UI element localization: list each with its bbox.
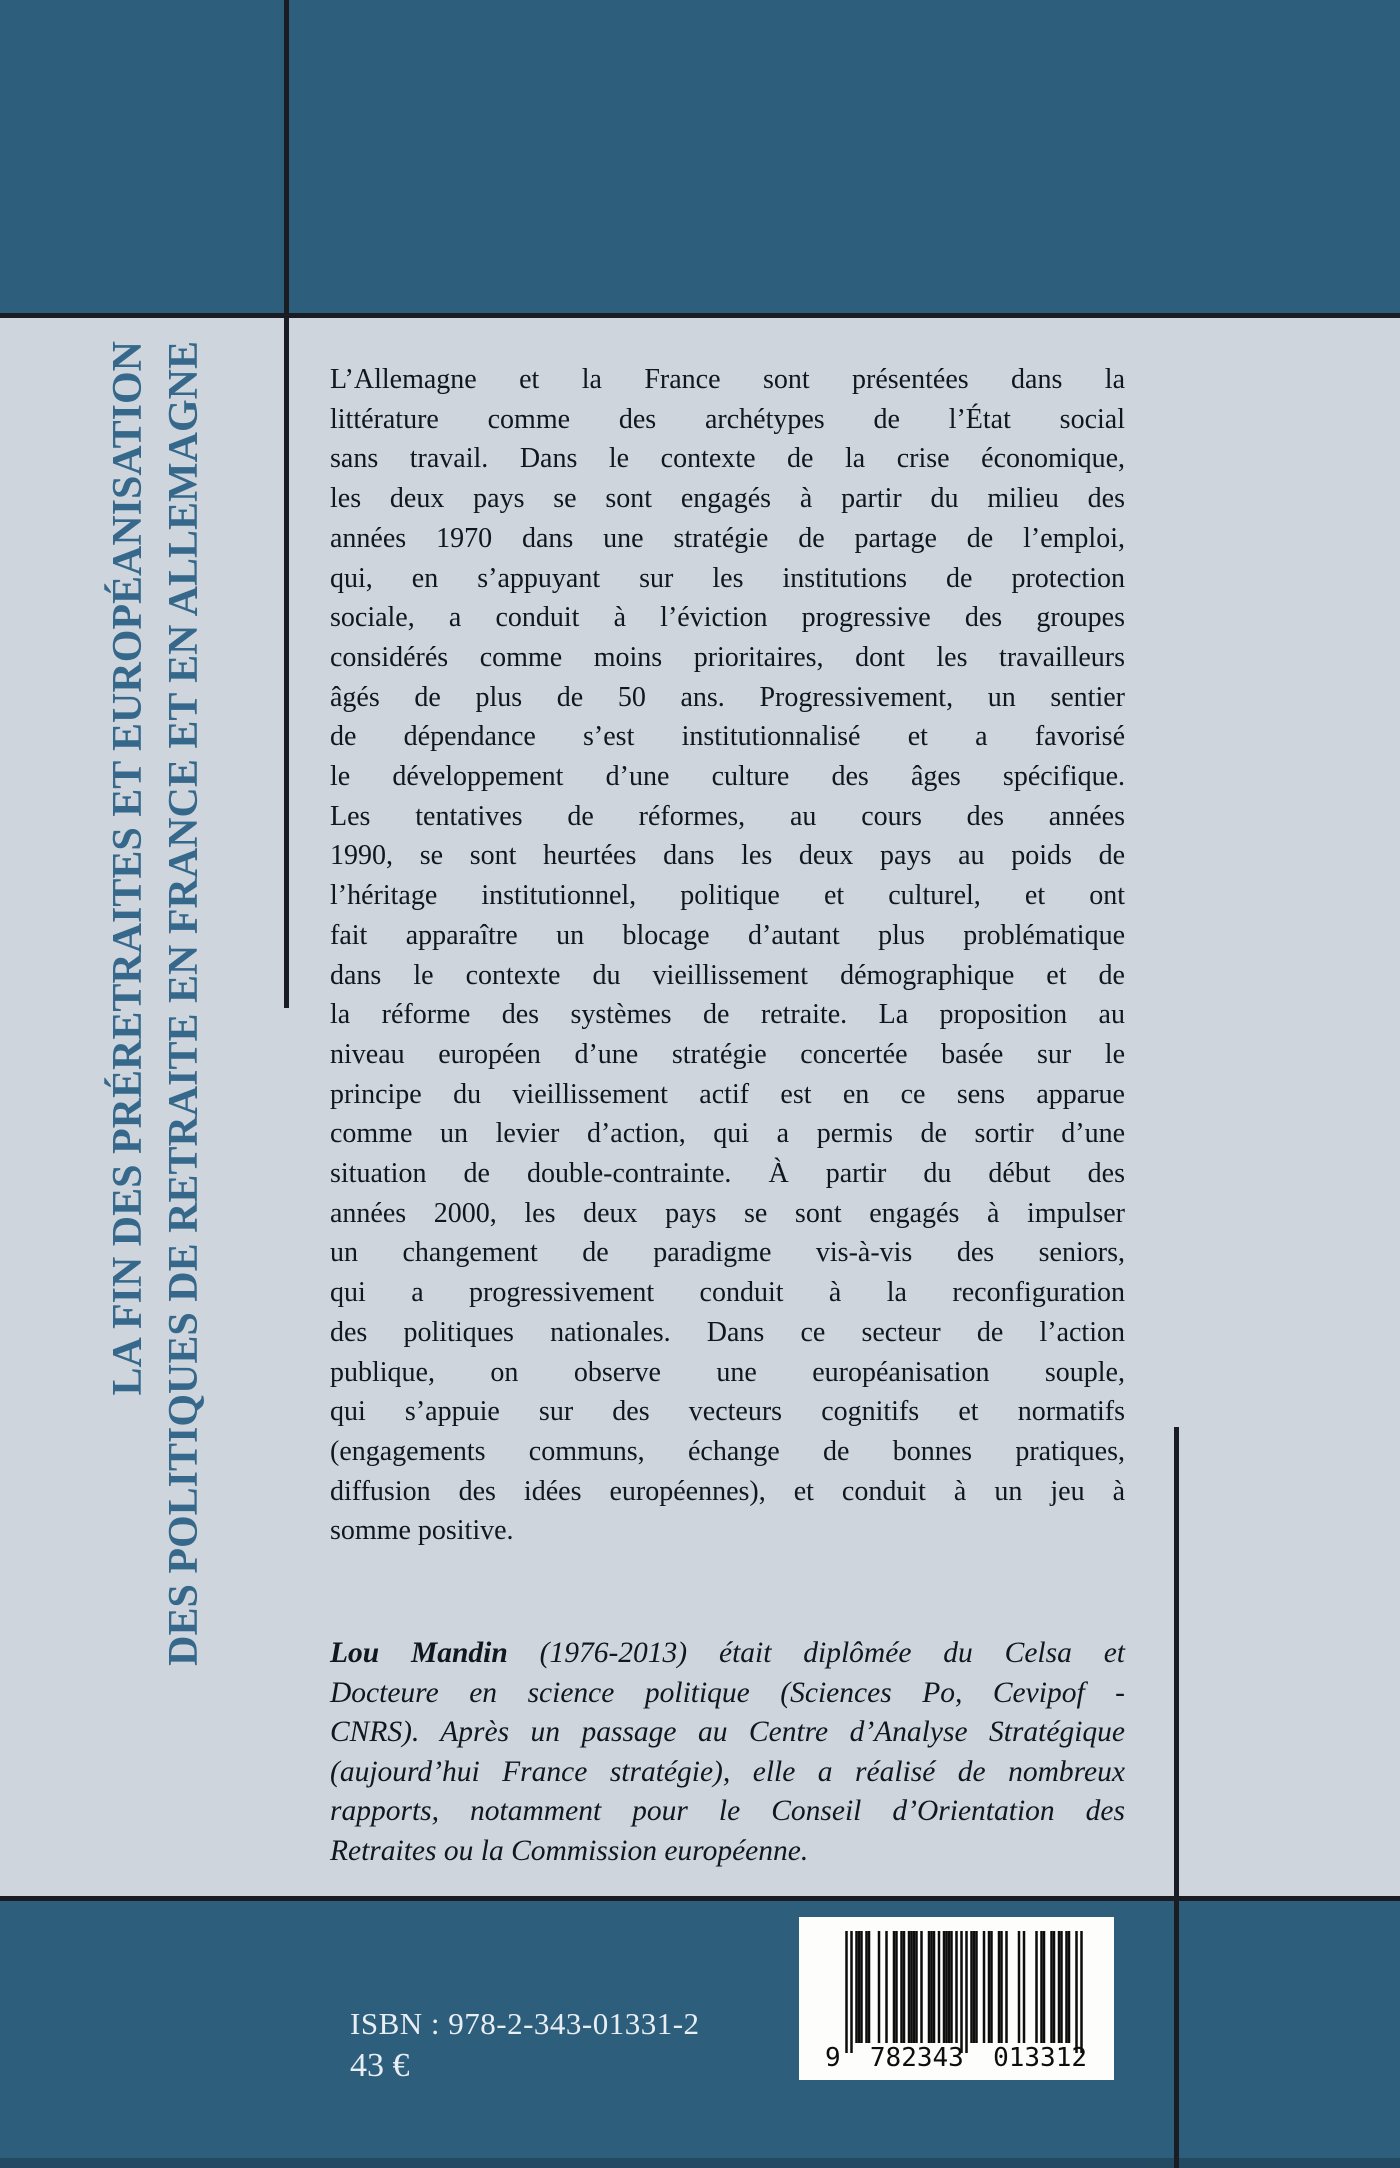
text-line: diffusion des idées européennes), et conduit à un jeu à bbox=[330, 1475, 1125, 1507]
text-line: 1990, se sont heurtées dans les deux pays au poids de bbox=[330, 840, 1125, 872]
text-line: comme un levier d’action, qui a permis de sortir d’une bbox=[330, 1118, 1125, 1150]
page-bottom-edge bbox=[0, 2158, 1400, 2168]
text-line: rapports, notamment pour le Conseil d’Orientation des bbox=[330, 1795, 1125, 1827]
text-line: qui s’appuie sur des vecteurs cognitifs et normatifs bbox=[330, 1396, 1125, 1428]
text-line: années 2000, les deux pays se sont engagés à impulser bbox=[330, 1197, 1125, 1229]
text-line: des politiques nationales. Dans ce secteur de l’action bbox=[330, 1316, 1125, 1348]
text-line: (aujourd’hui France stratégie), elle a réalisé de nombreux bbox=[330, 1755, 1125, 1788]
barcode-digit-group: 9 bbox=[825, 2043, 841, 2073]
barcode bbox=[799, 1917, 1114, 2080]
text-line: les deux pays se sont engagés à partir du milieu des bbox=[330, 483, 1125, 515]
text-line: dans le contexte du vieillissement démographique et de bbox=[330, 959, 1125, 991]
horizontal-rule-top bbox=[0, 313, 1400, 318]
barcode-bars bbox=[845, 1931, 1083, 2053]
bottom-color-band bbox=[0, 1901, 1400, 2168]
text-line: fait apparaître un blocage d’autant plus problématique bbox=[330, 919, 1125, 951]
text-line: sociale, a conduit à l’éviction progressive des groupes bbox=[330, 602, 1125, 634]
text-line: (engagements communs, échange de bonnes pratiques, bbox=[330, 1435, 1125, 1467]
text-line: l’héritage institutionnel, politique et culturel, et ont bbox=[330, 880, 1125, 912]
text-line: littérature comme des archétypes de l’État social bbox=[330, 403, 1125, 435]
bio-remaining-lines bbox=[330, 1674, 1125, 1872]
text-line: publique, on observe une européanisation souple, bbox=[330, 1356, 1125, 1388]
text-line: CNRS). Après un passage au Centre d’Analyse Stratégique bbox=[330, 1716, 1125, 1748]
text-line: considérés comme moins prioritaires, dont les travailleurs bbox=[330, 641, 1125, 673]
text-line: de dépendance s’est institutionnalisé et a favorisé bbox=[330, 721, 1125, 753]
bio-first-line-rest: (1976-2013) était diplômée du Celsa et bbox=[507, 1637, 1125, 1669]
author-name: Lou Mandin bbox=[330, 1637, 508, 1669]
vertical-rule-left bbox=[284, 0, 289, 1008]
vertical-rule-right bbox=[1174, 1427, 1179, 2168]
isbn-text: ISBN : 978-2-343-01331-2 bbox=[350, 2006, 700, 2041]
top-color-band bbox=[0, 0, 1400, 313]
text-line: Les tentatives de réformes, au cours des années bbox=[330, 800, 1125, 832]
barcode-number bbox=[825, 2043, 1087, 2073]
text-line: années 1970 dans une stratégie de partage de l’emploi, bbox=[330, 522, 1125, 554]
text-line: la réforme des systèmes de retraite. La proposition au bbox=[330, 999, 1125, 1031]
barcode-digit-group: 782343 bbox=[869, 2043, 964, 2073]
author-bio-paragraph bbox=[330, 1634, 1125, 1871]
synopsis-paragraph bbox=[330, 360, 1125, 1551]
text-line: principe du vieillissement actif est en ce sens apparue bbox=[330, 1078, 1125, 1110]
text-line: qui, en s’appuyant sur les institutions de protection bbox=[330, 562, 1125, 594]
book-title-line-2: DES POLITIQUES DE RETRAITE EN FRANCE ET EN ALLEMAGNE bbox=[161, 341, 207, 1666]
text-line: somme positive. bbox=[330, 1515, 514, 1547]
footer-text-block bbox=[350, 2004, 700, 2088]
text-line: qui a progressivement conduit à la reconfiguration bbox=[330, 1277, 1125, 1309]
text-line: niveau européen d’une stratégie concertée basée sur le bbox=[330, 1038, 1125, 1070]
price-text: 43 € bbox=[350, 2047, 410, 2084]
bio-first-line bbox=[330, 1634, 1125, 1674]
text-line: sans travail. Dans le contexte de la crise économique, bbox=[330, 443, 1125, 475]
text-line: le développement d’une culture des âges spécifique. bbox=[330, 761, 1125, 793]
rotated-book-title bbox=[100, 341, 212, 1856]
barcode-digit-group: 013312 bbox=[993, 2043, 1087, 2073]
text-line: un changement de paradigme vis-à-vis des seniors, bbox=[330, 1237, 1125, 1269]
horizontal-rule-bottom bbox=[0, 1896, 1400, 1901]
text-line: situation de double-contrainte. À partir du début des bbox=[330, 1158, 1125, 1190]
text-line: L’Allemagne et la France sont présentées dans la bbox=[330, 364, 1125, 395]
text-line: Docteure en science politique (Sciences Po, Cevipof - bbox=[330, 1676, 1125, 1709]
book-title-line-1: LA FIN DES PRÉRETRAITES ET EUROPÉANISATION bbox=[105, 341, 151, 1396]
text-line: âgés de plus de 50 ans. Progressivement, un sentier bbox=[330, 681, 1125, 713]
text-line: Retraites ou la Commission européenne. bbox=[330, 1834, 809, 1867]
